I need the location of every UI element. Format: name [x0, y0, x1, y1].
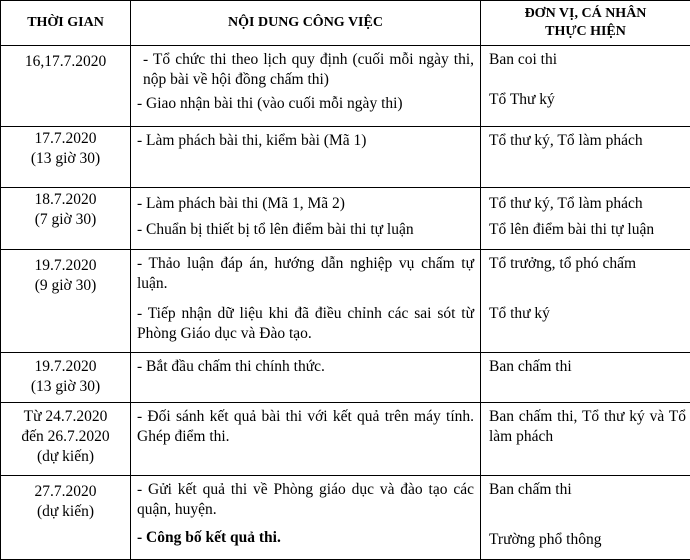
task-item: - Giao nhận bài thi (vào cuối mỗi ngày thi) — [137, 94, 474, 114]
content-cell — [131, 403, 481, 476]
time-text: 19.7.2020 — [1, 256, 130, 276]
unit-cell — [481, 250, 690, 353]
unit-cell — [481, 476, 690, 560]
table-row — [1, 250, 690, 353]
time-cell — [1, 353, 131, 403]
unit-text: Tổ thư ký, Tổ làm phách — [489, 194, 686, 214]
time-cell — [1, 403, 131, 476]
table-row — [1, 403, 690, 476]
task-item: - Đối sánh kết quả bài thi với kết quả trên máy tính. Ghép điểm thi. — [137, 407, 474, 447]
task-item: - Tổ chức thi theo lịch quy định (cuối mỗi ngày thi, nộp bài về hội đồng chấm thi) — [137, 50, 474, 90]
time-text: 17.7.2020 — [1, 129, 130, 149]
time-cell — [1, 250, 131, 353]
time-text: 27.7.2020 — [1, 482, 130, 502]
task-item: - Làm phách bài thi, kiểm bài (Mã 1) — [137, 131, 474, 151]
unit-cell — [481, 127, 690, 188]
table-row — [1, 476, 690, 560]
task-item: - Chuẩn bị thiết bị tổ lên điểm bài thi tự luận — [137, 220, 474, 240]
table-row — [1, 127, 690, 188]
unit-cell — [481, 403, 690, 476]
unit-text: Ban coi thi — [489, 50, 686, 70]
header-content: NỘI DUNG CÔNG VIỆC — [131, 1, 481, 46]
time-text: (7 giờ 30) — [1, 210, 130, 230]
header-unit-line2: THỰC HIỆN — [481, 23, 690, 41]
time-cell — [1, 476, 131, 560]
task-item: - Gửi kết quả thi về Phòng giáo dục và đào tạo các quận, huyện. — [137, 480, 474, 520]
time-text: 16,17.7.2020 — [1, 52, 130, 72]
task-item: - Bắt đầu chấm thi chính thức. — [137, 357, 474, 377]
unit-text: Tổ trưởng, tổ phó chấm — [489, 254, 686, 274]
time-text: (dự kiến) — [1, 447, 130, 467]
content-cell — [131, 476, 481, 560]
time-cell — [1, 127, 131, 188]
content-cell — [131, 250, 481, 353]
table-row — [1, 46, 690, 127]
content-cell — [131, 127, 481, 188]
header-time: THỜI GIAN — [1, 1, 131, 46]
unit-cell — [481, 188, 690, 250]
unit-cell — [481, 46, 690, 127]
time-text: (13 giờ 30) — [1, 149, 130, 169]
unit-text: Tổ lên điểm bài thi tự luận — [489, 220, 686, 240]
content-cell — [131, 46, 481, 127]
time-text: (13 giờ 30) — [1, 377, 130, 397]
content-cell — [131, 353, 481, 403]
table-row — [1, 353, 690, 403]
unit-text: Tổ Thư ký — [489, 90, 686, 110]
time-text: 19.7.2020 — [1, 357, 130, 377]
time-text: 18.7.2020 — [1, 190, 130, 210]
task-item: - Làm phách bài thi (Mã 1, Mã 2) — [137, 194, 474, 214]
time-text: Từ 24.7.2020 — [1, 407, 130, 427]
unit-text: Tổ thư ký — [489, 304, 686, 324]
time-text: đến 26.7.2020 — [1, 427, 130, 447]
header-unit-line1: ĐƠN VỊ, CÁ NHÂN — [481, 5, 690, 23]
table-row — [1, 188, 690, 250]
time-text: (9 giờ 30) — [1, 276, 130, 296]
table-header-row — [1, 1, 690, 46]
unit-text: Ban chấm thi, Tổ thư ký và Tổ làm phách — [489, 407, 686, 447]
unit-text: Ban chấm thi — [489, 357, 686, 377]
unit-text: Trường phổ thông — [489, 530, 686, 550]
time-text: (dự kiến) — [1, 502, 130, 522]
content-cell — [131, 188, 481, 250]
unit-cell — [481, 353, 690, 403]
task-item: - Công bố kết quả thi. — [137, 528, 474, 548]
task-item: - Tiếp nhận dữ liệu khi đã điều chỉnh các sai sót từ Phòng Giáo dục và Đào tạo. — [137, 304, 474, 344]
task-item: - Thảo luận đáp án, hướng dẫn nghiệp vụ chấm tự luận. — [137, 254, 474, 294]
unit-text: Ban chấm thi — [489, 480, 686, 500]
time-cell — [1, 188, 131, 250]
time-cell — [1, 46, 131, 127]
unit-text: Tổ thư ký, Tổ làm phách — [489, 131, 686, 151]
header-unit — [481, 1, 690, 46]
